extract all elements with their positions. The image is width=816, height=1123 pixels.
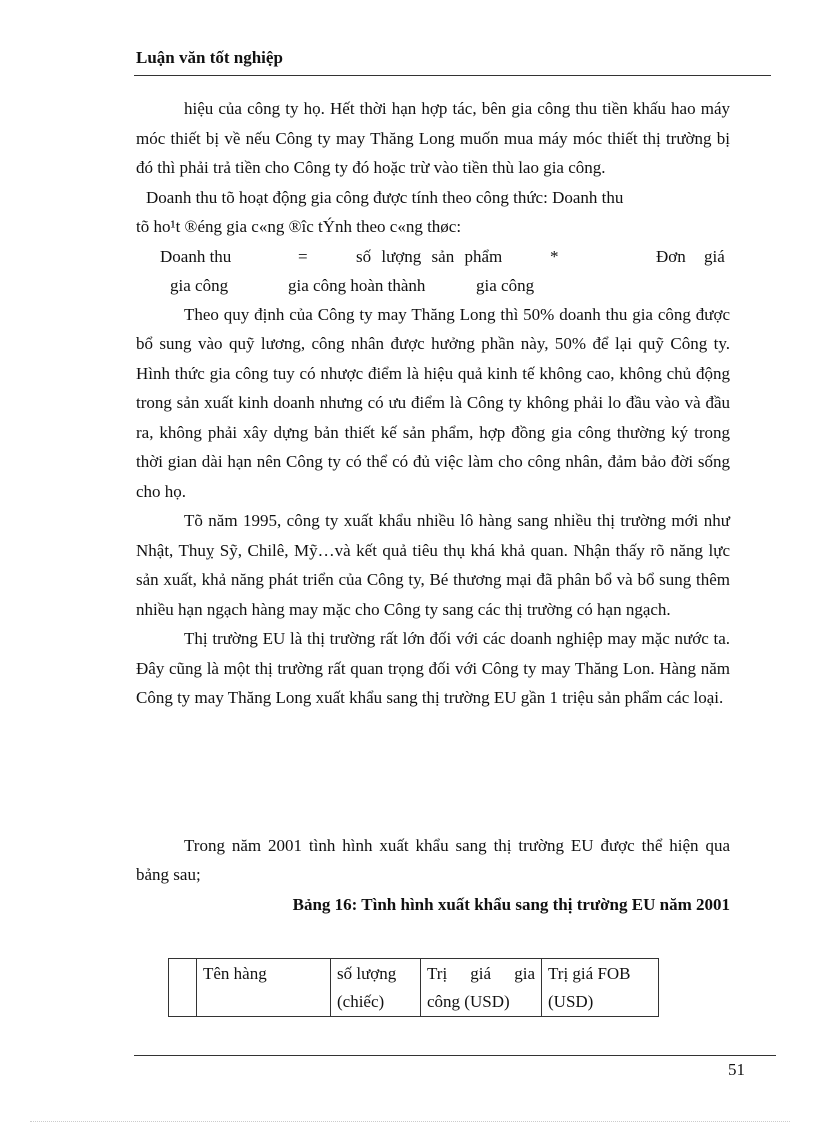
table-header-tri-gia-fob-line2: (USD): [548, 992, 594, 1011]
formula-row-top: [136, 242, 730, 271]
table-header-ten-hang: Tên hàng: [197, 959, 331, 1017]
formula-hoan-thanh: gia công hoàn thành: [288, 275, 426, 295]
export-table: [168, 958, 659, 1017]
paragraph-4: Theo quy định của Công ty may Thăng Long thì 50% doanh thu gia công được bổ sung vào quỹ lương, công nhân được hưởng phần này, 50% để lại quỹ Công ty. Hình thức gia công tuy có nhược điểm là hiệu quả kinh tế không cao, không chủ động trong sản xuất kinh doanh nhưng có ưu điểm là Công ty không phải lo đầu vào và đầu ra, không phải xây dựng bản thiết kế sản phẩm, hợp đồng gia công thường ký trong thời gian dài hạn nên Công ty có thể có đủ việc làm cho công nhân, đảm bảo đời sống cho họ.: [136, 304, 730, 501]
page-number: 51: [728, 1060, 745, 1079]
formula-row-bottom: [136, 271, 730, 300]
table-header-index: [169, 959, 197, 1017]
paragraph-3-garbled: tõ ho¹t ®éng gia c«ng ®îc tÝnh theo c«ng thøc:: [136, 217, 462, 236]
footer-rule: [134, 1055, 776, 1056]
formula-don-gia: Đơn giá: [656, 246, 725, 266]
table-header-so-luong-line1: số lượng: [337, 964, 397, 983]
table-caption: Bảng 16: Tình hình xuất khẩu sang thị trường EU năm 2001: [292, 894, 730, 914]
paragraph-5: Tõ năm 1995, công ty xuất khẩu nhiều lô hàng sang nhiều thị trường mới như Nhật, Thuỵ Sỹ, Chilê, Mỹ…và kết quả tiêu thụ khá khả quan. Nhận thấy rõ năng lực sản xuất, khả năng phát triển của Công ty, Bé thương mại đã phân bổ và bổ sung thêm nhiều hạn ngạch hàng may mặc cho Công ty sang các thị trường có hạn ngạch.: [136, 511, 730, 619]
formula-equals: =: [298, 246, 308, 266]
formula-gia-cong-right: gia công: [476, 275, 535, 295]
blank-gap: [136, 713, 730, 831]
formula-so-luong: số lượng sản phẩm: [356, 246, 503, 266]
header-rule: [134, 75, 771, 76]
formula-doanh-thu: Doanh thu: [160, 246, 232, 266]
paragraph-6: Thị trường EU là thị trường rất lớn đối với các doanh nghiệp may mặc nước ta. Đây cũng là một thị trường rất quan trọng đối với Công ty may Thăng Lon. Hàng năm Công ty may Thăng Long xuất khẩu sang thị trường EU gần 1 triệu sản phẩm các loại.: [136, 629, 730, 707]
formula-times: *: [550, 246, 559, 266]
paragraph-7: Trong năm 2001 tình hình xuất khẩu sang thị trường EU được thể hiện qua bảng sau;: [136, 835, 730, 884]
page-edge-dotted-line: [30, 1121, 790, 1122]
table-header-tri-gia-gia-cong: [421, 959, 542, 1017]
table-header-tri-gia-fob-line1: Trị giá FOB: [548, 964, 631, 983]
formula-gia-cong-left: gia công: [170, 275, 229, 295]
table-header-row: [169, 959, 659, 1017]
table-header-so-luong-line2: (chiếc): [337, 992, 385, 1011]
table-header-tri-gia-fob: [542, 959, 659, 1017]
table-header-tri-gia-gia-cong-line1: Trị giá gia: [427, 964, 535, 983]
running-header-title: Luận văn tốt nghiệp: [136, 48, 283, 67]
paragraph-1: hiệu của công ty họ. Hết thời hạn hợp tác, bên gia công thu tiền khấu hao máy móc thiết bị về nếu Công ty may Thăng Long muốn mua máy móc thiết thị trường bị đó thì phải trả tiền cho Công ty đó hoặc trừ vào tiền thù lao gia công.: [136, 99, 730, 177]
table-header-so-luong: [331, 959, 421, 1017]
document-body: [136, 94, 730, 919]
paragraph-2: Doanh thu tõ hoạt động gia công được tính theo công thức: Doanh thu: [146, 187, 624, 207]
table-header-tri-gia-gia-cong-line2: công (USD): [427, 992, 510, 1011]
